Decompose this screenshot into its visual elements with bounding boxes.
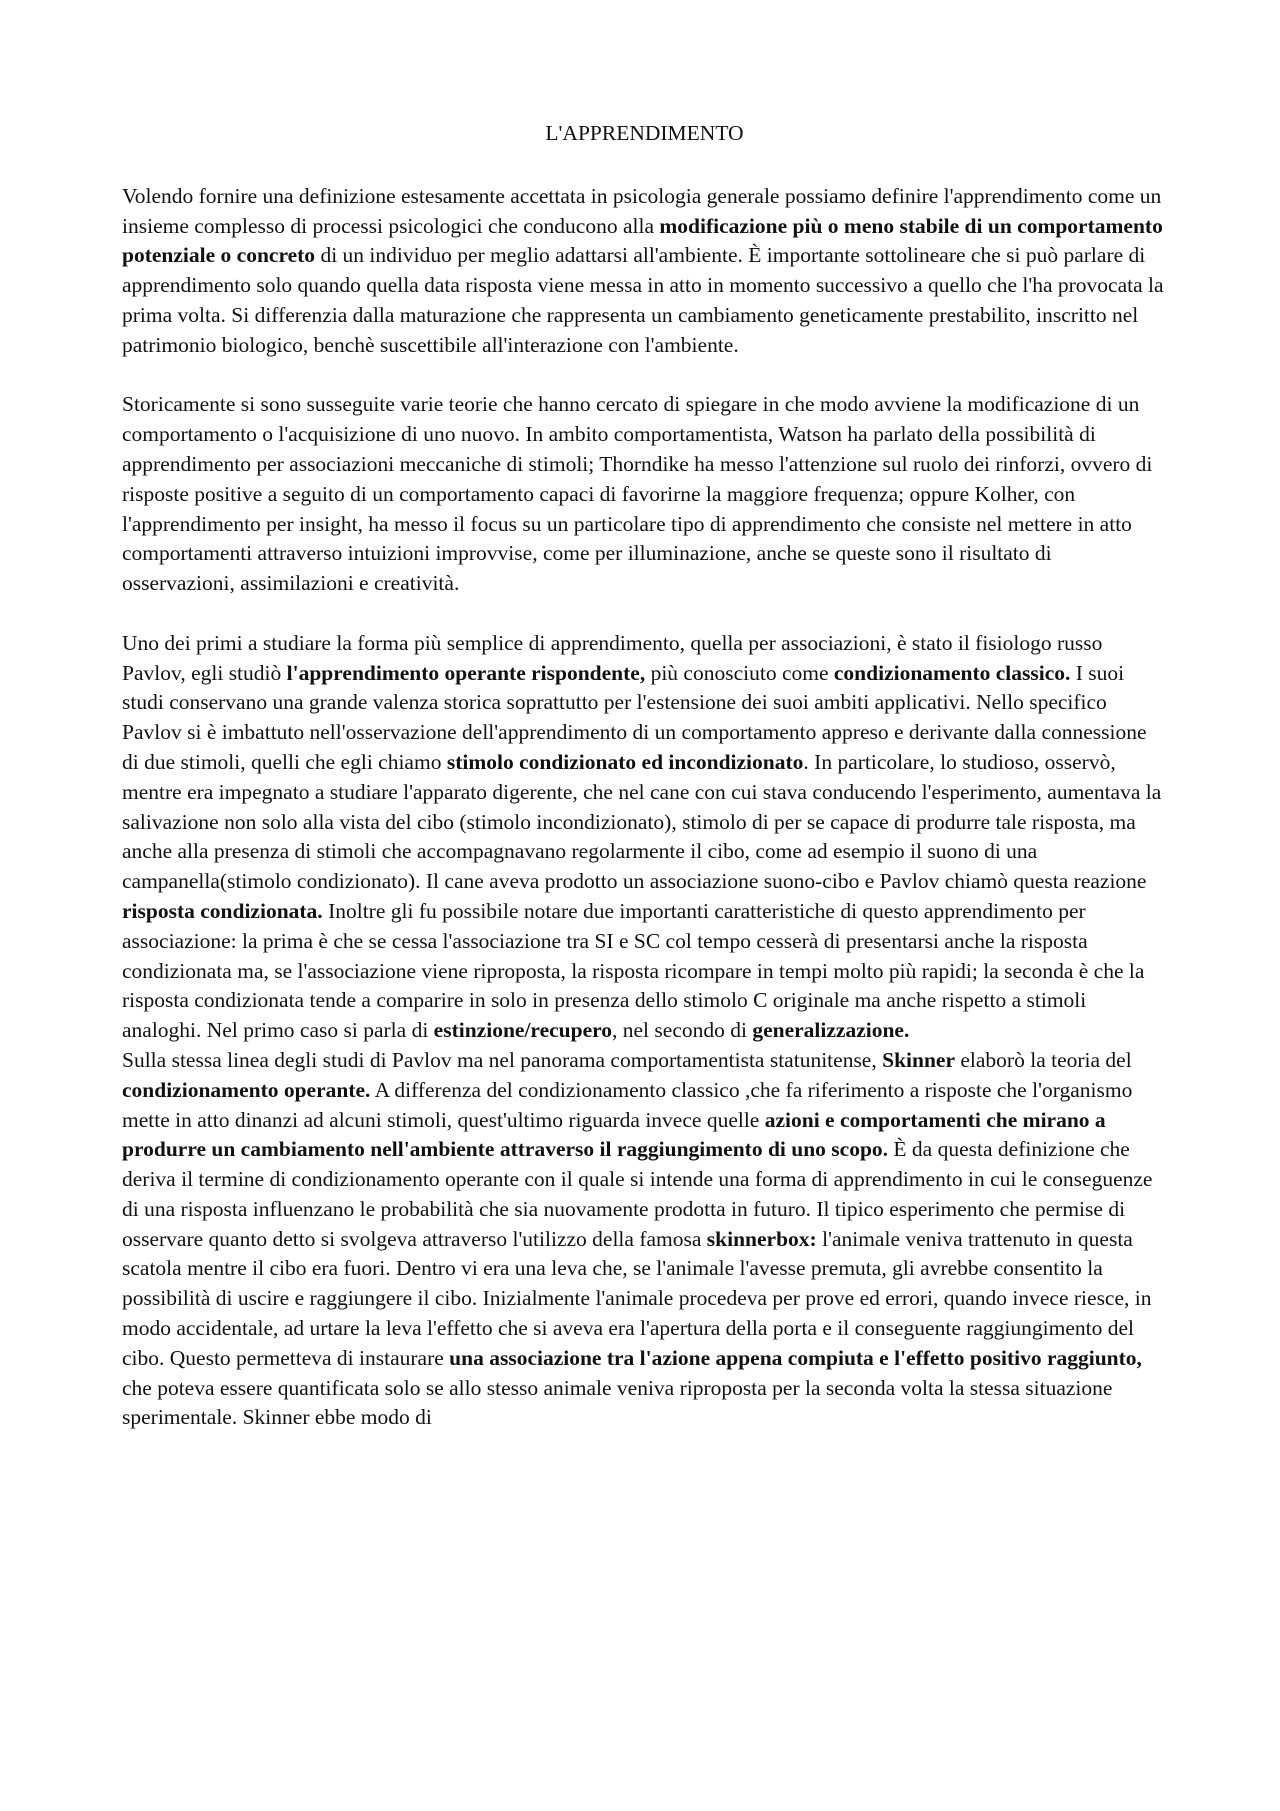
text-run-bold: azioni e comportamenti che mirano a produrre un cambiamento nell'ambiente attraverso il raggiungimento di uno scopo. — [122, 1107, 1106, 1162]
text-run: elaborò la teoria del — [955, 1047, 1132, 1072]
document-title: L'APPRENDIMENTO — [545, 121, 744, 145]
text-run-bold: condizionamento classico. — [833, 660, 1071, 685]
paragraph-skinner — [122, 1046, 1167, 1433]
text-run-bold: generalizzazione. — [752, 1018, 910, 1043]
text-run: Storicamente si sono susseguite varie teorie che hanno cercato di spiegare in che modo avviene la modificazione di un comportamento o l'acquisizione di uno nuovo. In ambito comportamentista, Watson ha parlato della possibilità di apprendimento per associazioni meccaniche di stimoli; Thorndike ha messo l'attenzione sul ruolo dei rinforzi, ovvero di risposte positive a seguito di un comportamento capaci di favorirne la maggiore frequenza; oppure Kolher, con l'apprendimento per insight, ha messo il focus su un particolare tipo di apprendimento che consiste nel mettere in atto comportamenti attraverso intuizioni improvvise, come per illuminazione, anche se queste sono il risultato di osservazioni, assimilazioni e creatività. — [122, 392, 1153, 596]
text-run-bold: estinzione/recupero — [433, 1018, 613, 1043]
text-run: Volendo fornire una definizione estesamente accettata in psicologia generale possiamo definire l'apprendimento come un insieme complesso di processi psicologici che conducono alla — [122, 183, 1162, 238]
text-run: l'animale veniva trattenuto in questa scatola mentre il cibo era fuori. Dentro vi era una leva che, se l'animale l'avesse premuta, gli avrebbe consentito la possibilità di uscire e raggiungere il cibo. Inizialmente l'animale procedeva per prove ed errori, quando invece riesce, in modo accidentale, ad urtare la leva l'effetto che si aveva era l'apertura della porta e il conseguente raggiungimento del cibo. Questo permetteva di instaurare — [122, 1226, 1152, 1370]
paragraph-pavlov — [122, 629, 1167, 1046]
text-run-bold: skinnerbox: — [706, 1226, 817, 1251]
document-page — [122, 119, 1167, 1433]
text-run: Sulla stessa linea degli studi di Pavlov ma nel panorama comportamentista statunitense, — [122, 1047, 883, 1072]
text-run: più conosciuto come — [645, 660, 834, 685]
paragraph-theories — [122, 390, 1167, 599]
text-run: che poteva essere quantificata solo se allo stesso animale veniva riproposta per la seconda volta la stessa situazione sperimentale. Skinner ebbe modo di — [122, 1375, 1113, 1430]
text-run: I suoi studi conservano una grande valenza storica soprattutto per l'estensione dei suoi ambiti applicativi. Nello specifico Pavlov si è imbattuto nell'osservazione dell'apprendimento di un comportamento appreso e derivante dalla connessione di due stimoli, quelli che egli chiamo — [122, 660, 1147, 774]
text-run-bold: stimolo condizionato ed incondizionato — [446, 749, 804, 774]
text-run-bold: una associazione tra l'azione appena compiuta e l'effetto positivo raggiunto, — [449, 1345, 1142, 1370]
paragraph-definition — [122, 182, 1167, 361]
text-run-bold: l'apprendimento operante rispondente, — [286, 660, 646, 685]
text-run-bold: risposta condizionata. — [122, 898, 323, 923]
text-run: . In particolare, lo studioso, osservò, mentre era impegnato a studiare l'apparato digerente, che nel cane con cui stava conducendo l'esperimento, aumentava la salivazione non solo alla vista del cibo (stimolo incondizionato), stimolo di per se capace di produrre tale risposta, ma anche alla presenza di stimoli che accompagnavano regolarmente il cibo, come ad esempio il suono di una campanella(stimolo condizionato). Il cane aveva prodotto un associazione suono-cibo e Pavlov chiamò questa reazione — [122, 749, 1162, 894]
text-run: di un individuo per meglio adattarsi all'ambiente. È importante sottolineare che si può parlare di apprendimento solo quando quella data risposta viene messa in atto in momento successivo a quello che l'ha provocata la prima volta. Si differenzia dalla maturazione che rappresenta un cambiamento geneticamente prestabilito, inscritto nel patrimonio biologico, benchè suscettibile all'interazione con l'ambiente. — [122, 243, 1164, 357]
text-run: Uno dei primi a studiare la forma più semplice di apprendimento, quella per associazioni, è stato il fisiologo russo Pavlov, egli studiò — [122, 630, 1103, 685]
text-run-bold: modificazione più o meno stabile di un comportamento potenziale o concreto — [122, 213, 1163, 268]
text-run: Inoltre gli fu possibile notare due importanti caratteristiche di questo apprendimento per associazione: la prima è che se cessa l'associazione tra SI e SC col tempo cesserà di presentarsi anche la risposta condizionata ma, se l'associazione viene riproposta, la risposta ricompare in tempi molto più rapidi; la seconda è che la risposta condizionata tende a comparire in solo in presenza dello stimolo C originale ma anche rispetto a stimoli analoghi. Nel primo caso si parla di — [122, 898, 1145, 1043]
text-run-bold: condizionamento operante. — [122, 1077, 371, 1102]
text-run: , nel secondo di — [612, 1018, 753, 1043]
text-run: A differenza del condizionamento classico ,che fa riferimento a risposte che l'organismo mette in atto dinanzi ad alcuni stimoli, quest'ultimo riguarda invece quelle — [122, 1077, 1133, 1132]
text-run-bold: Skinner — [882, 1047, 955, 1072]
text-run: È da questa definizione che deriva il termine di condizionamento operante con il quale si intende una forma di apprendimento in cui le conseguenze di una risposta influenzano le probabilità che sia nuovamente prodotta in futuro. Il tipico esperimento che permise di osservare quanto detto si svolgeva attraverso l'utilizzo della famosa — [122, 1137, 1153, 1251]
